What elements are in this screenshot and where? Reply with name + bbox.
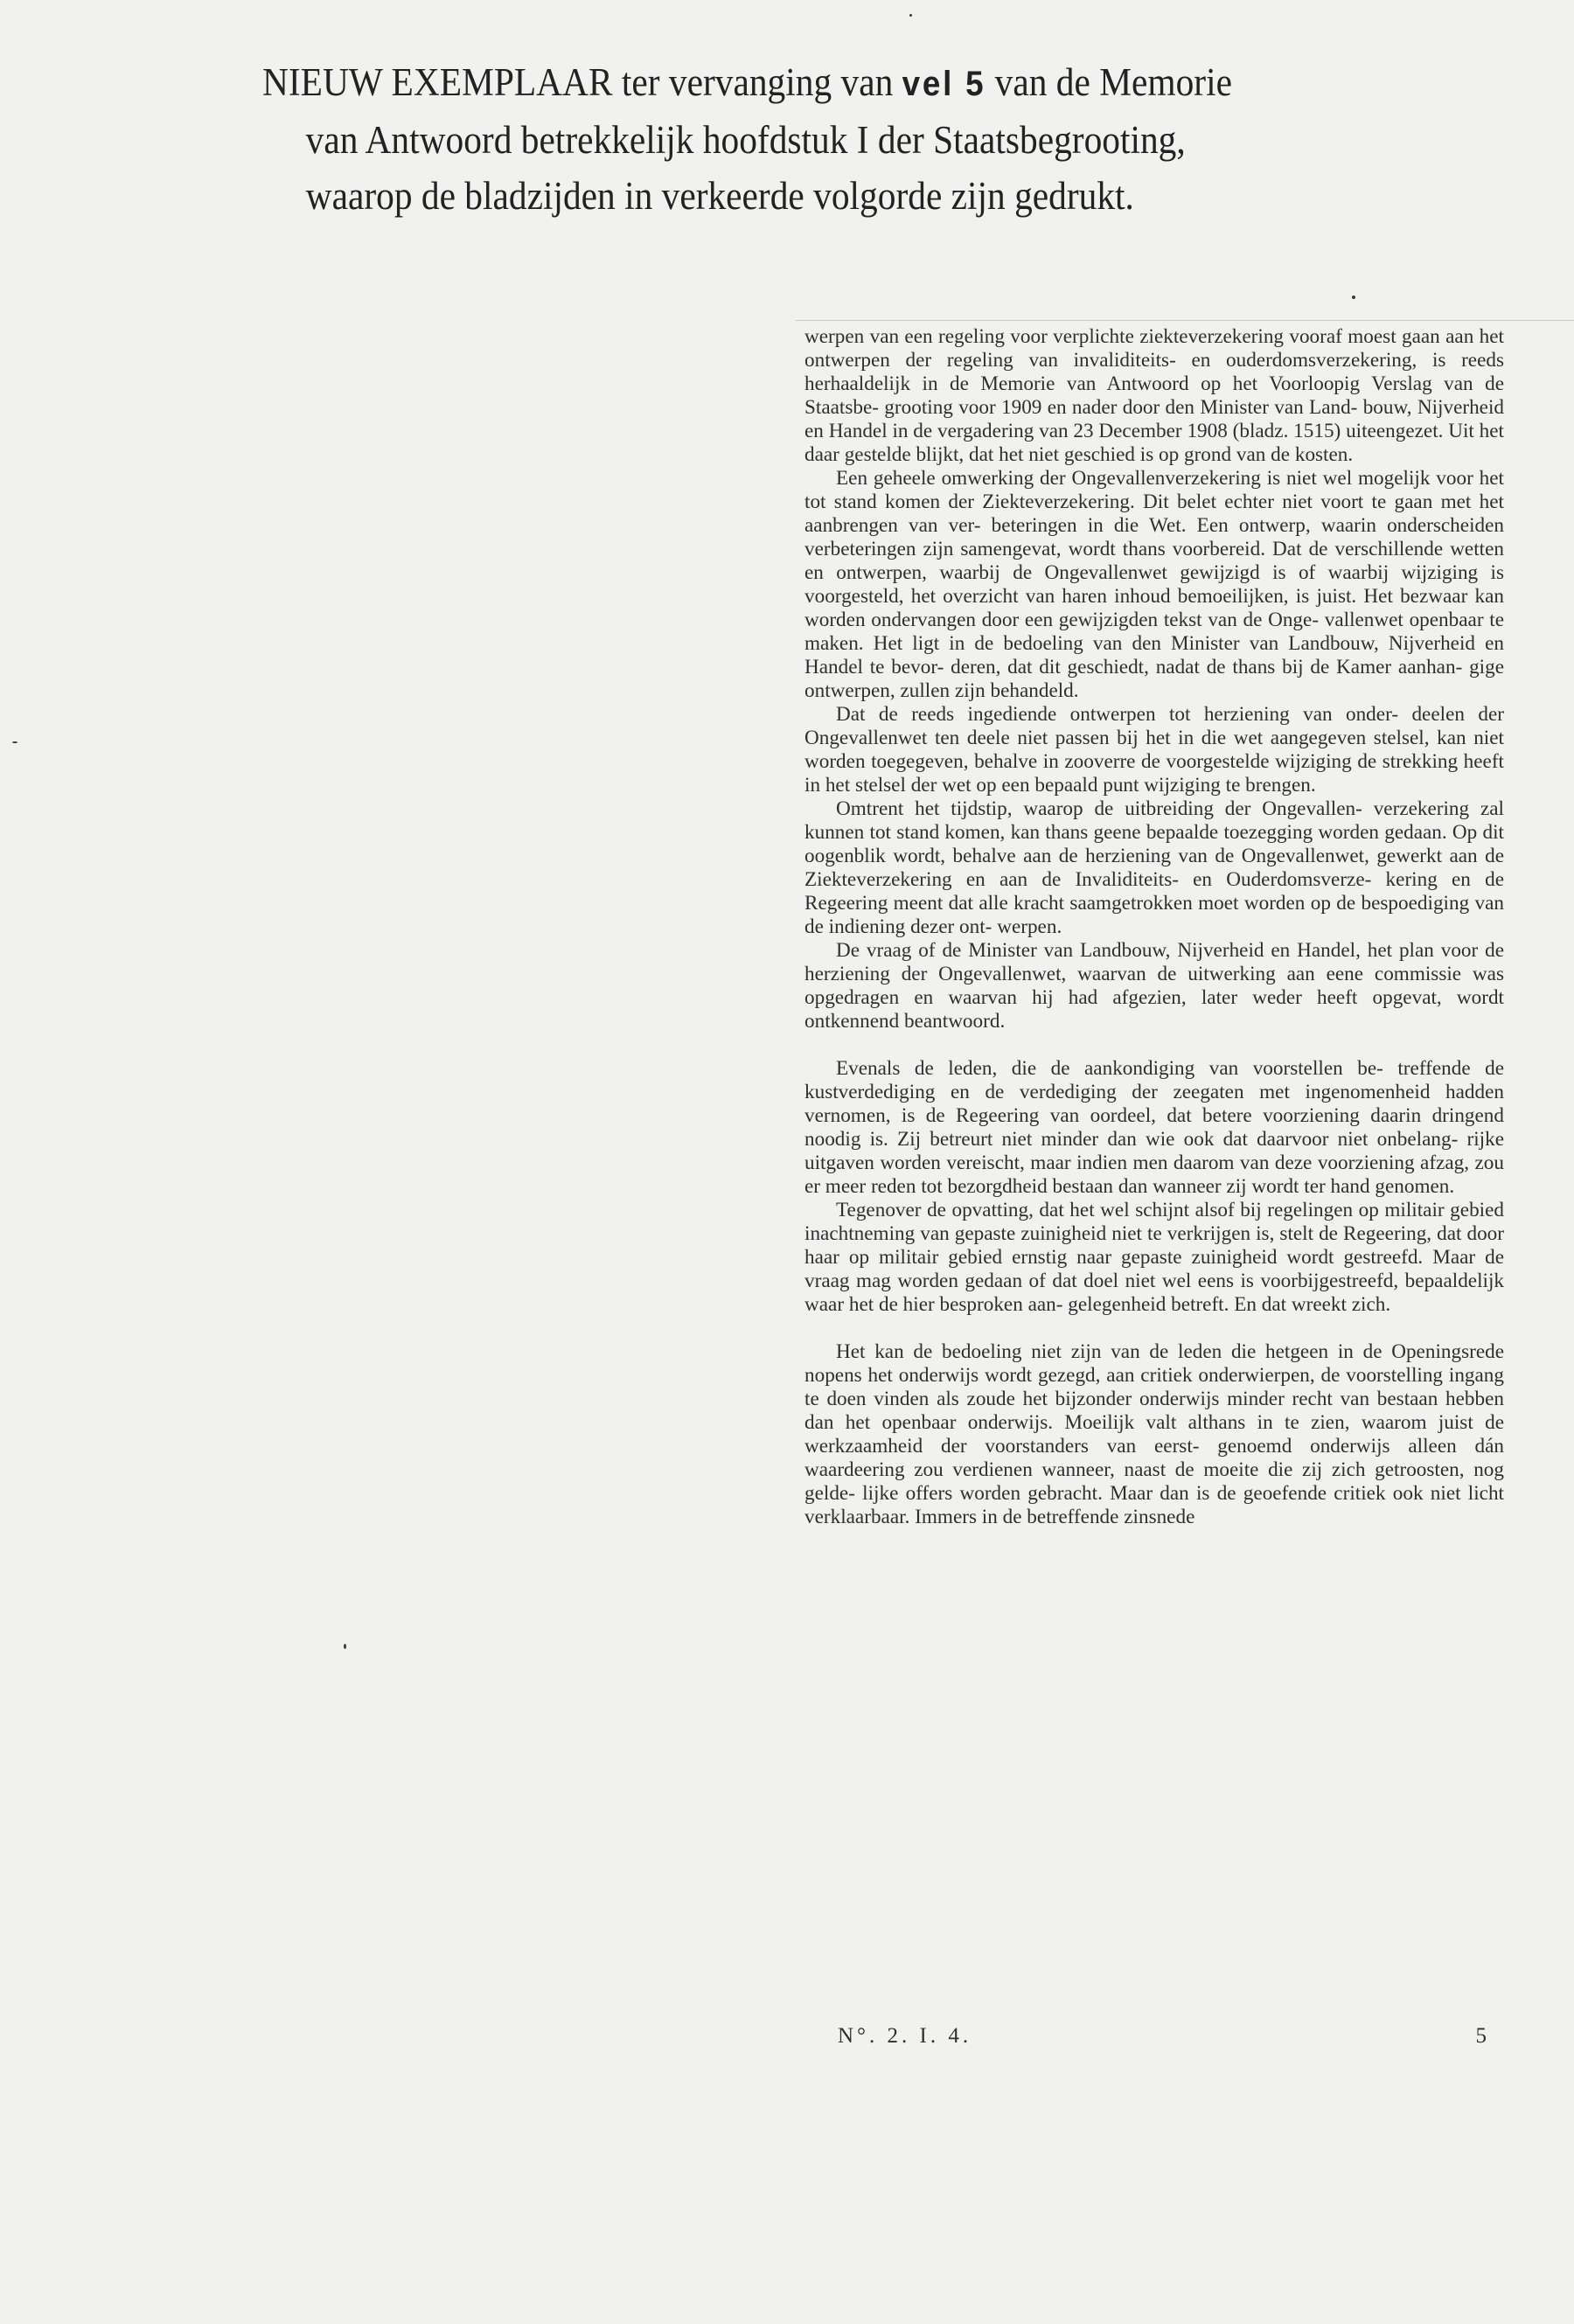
replacement-notice-heading — [262, 54, 1232, 224]
text-column — [804, 325, 1504, 1529]
paragraph-continuation: werpen van een regeling voor verplichte ziekteverzekering vooraf moest gaan aan het ontwerpen der regeling van invaliditeits- en ouderdomsverzekering, is reeds herhaaldelijk in de Memorie van Antwoord op het Voorloopig Verslag van de Staatsbe- grooting voor 1909 en nader door den Minister van Land- bouw, Nijverheid en Handel in de vergadering van 23 December 1908 (bladz. 1515) uiteengezet. Uit het daar gestelde blijkt, dat het niet geschied is op grond van de kosten. — [804, 325, 1504, 466]
heading-sheet-number: vel 5 — [902, 65, 986, 103]
print-speck — [1352, 296, 1355, 299]
paragraph: Omtrent het tijdstip, waarop de uitbreiding der Ongevallen- verzekering zal kunnen tot stand komen, kan thans geene bepaalde toezegging worden gedaan. Op dit oogenblik wordt, behalve aan de herziening van de Ongevallenwet, gewerkt aan de Ziekteverzekering en aan de Invaliditeits- en Ouderdomsverze- kering en de Regeering meent dat alle kracht saamgetrokken moet worden op de bespoediging van de indiening dezer ont- werpen. — [804, 797, 1504, 938]
page-number: 5 — [1475, 2024, 1487, 2048]
paragraph: Dat de reeds ingediende ontwerpen tot herziening van onder- deelen der Ongevallenwet ten deele niet passen bij het in die wet aangegeven stelsel, kan niet worden toegegeven, behalve in zooverre de voorgestelde wijziging de strekking heeft in het stelsel der wet op een bepaald punt wijziging te brengen. — [804, 703, 1504, 797]
paragraph-section-start: Het kan de bedoeling niet zijn van de leden die hetgeen in de Openingsrede nopens het onderwijs wordt gezegd, aan critiek onderwierpen, de voorstelling ingang te doen vinden als zoude het bijzonder onderwijs minder recht van bestaan hebben dan het openbaar onderwijs. Moeilijk valt althans in te zien, waarom juist de werkzaamheid der voorstanders van eerst- genoemd onderwijs alleen dán waardeering zou verdienen wanneer, naast de moeite die zij zich getroosten, nog gelde- lijke offers worden gebracht. Maar dan is de geoefende critiek ook niet licht verklaarbaar. Immers in de betreffende zinsnede — [804, 1340, 1504, 1528]
paragraph-section-start: Evenals de leden, die de aankondiging van voorstellen be- treffende de kustverdediging en de verdediging der zeegaten met ingenomenheid hadden vernomen, is de Regeering van oordeel, dat betere voorziening daarin dringend noodig is. Zij betreurt niet minder dan wie ook dat daarvoor niet onbelang- rijke uitgaven worden vereischt, maar indien men daarom van deze voorziening afzag, zou er meer reden tot bezorgdheid bestaan dan wanneer zij wordt ter hand genomen. — [804, 1057, 1504, 1198]
print-speck — [344, 1644, 346, 1649]
print-speck — [12, 741, 17, 743]
paragraph: De vraag of de Minister van Landbouw, Nijverheid en Handel, het plan voor de herziening der Ongevallenwet, waarvan de uitwerking aan eene commissie was opgedragen en waarvan hij had afgezien, later weder heeft opgevat, wordt ontkennend beantwoord. — [804, 939, 1504, 1033]
paragraph: Tegenover de opvatting, dat het wel schijnt alsof bij regelingen op militair gebied inachtneming van gepaste zuinigheid niet te verkrijgen is, stelt de Regeering, dat door haar op militair gebied ernstig naar gepaste zuinigheid wordt gestreefd. Maar de vraag mag worden gedaan of dat doel niet wel eens is voorbijgestreefd, bepaaldelijk waar het de hier besproken aan- gelegenheid betreft. En dat wreekt zich. — [804, 1199, 1504, 1316]
heading-line-3: waarop de bladzijden in verkeerde volgorde zijn gedrukt. — [305, 174, 1134, 218]
heading-line-2: van Antwoord betrekkelijk hoofdstuk I der Staatsbegrooting, — [305, 118, 1186, 162]
paragraph: Een geheele omwerking der Ongevallenverzekering is niet wel mogelijk voor het tot stand komen der Ziekteverzekering. Dit belet echter niet voort te gaan met het aanbrengen van ver- beteringen in die Wet. Een ontwerp, waarin onderscheiden verbeteringen zijn samengevat, wordt thans voorbereid. Dat de verschillende wetten en ontwerpen, waarbij de Ongevallenwet gewijzigd is of waarbij wijziging is voorgesteld, het overzicht van haren inhoud bemoeilijken, is juist. Het bezwaar kan worden ondervangen door een gewijzigden tekst van de Onge- vallenwet openbaar te maken. Het ligt in de bedoeling van den Minister van Landbouw, Nijverheid en Handel te bevor- deren, dat dit geschiedt, nadat de thans bij de Kamer aanhan- gige ontwerpen, zullen zijn behandeld. — [804, 467, 1504, 702]
heading-line-1-end: van de Memorie — [985, 60, 1232, 104]
heading-line-1-start: NIEUW EXEMPLAAR ter vervanging van — [262, 60, 902, 104]
print-speck — [909, 14, 912, 17]
printer-signature: N°. 2. I. 4. — [838, 2024, 972, 2048]
column-top-rule — [796, 320, 1574, 321]
heading-line-1 — [262, 54, 1232, 112]
